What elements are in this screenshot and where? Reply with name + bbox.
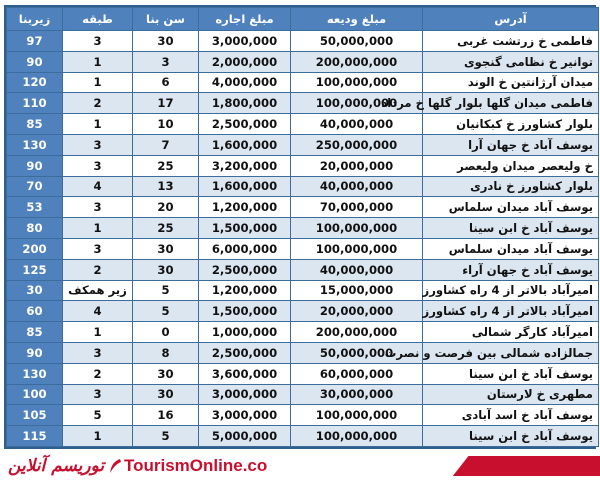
cell-building-age: 5 [133, 301, 199, 322]
cell-deposit: 100,000,000 [291, 405, 423, 426]
cell-area: 130 [7, 134, 63, 155]
cell-area: 85 [7, 114, 63, 135]
cell-address: یوسف آباد خ ابن سینا [423, 426, 599, 447]
cell-floor: 1 [63, 72, 133, 93]
cell-deposit: 40,000,000 [291, 176, 423, 197]
cell-rent: 1,600,000 [199, 134, 291, 155]
cell-address: مطهری خ لارستان [423, 384, 599, 405]
cell-area: 97 [7, 31, 63, 52]
cell-address: یوسف آباد خ جهان آراء [423, 259, 599, 280]
cell-deposit: 100,000,000 [291, 93, 423, 114]
cell-deposit: 100,000,000 [291, 218, 423, 239]
cell-address: بلوار کشاورز خ نادری [423, 176, 599, 197]
cell-building-age: 3 [133, 51, 199, 72]
cell-floor: 2 [63, 363, 133, 384]
cell-area: 110 [7, 93, 63, 114]
cell-address: امیرآباد کارگر شمالی [423, 322, 599, 343]
cell-address: یوسف آباد میدان سلماس [423, 238, 599, 259]
table-body [7, 31, 599, 447]
cell-building-age: 6 [133, 72, 199, 93]
cell-rent: 2,500,000 [199, 342, 291, 363]
cell-rent: 2,000,000 [199, 51, 291, 72]
table-row [7, 51, 599, 72]
cell-building-age: 25 [133, 218, 199, 239]
cell-deposit: 60,000,000 [291, 363, 423, 384]
cell-deposit: 40,000,000 [291, 259, 423, 280]
cell-floor: 5 [63, 405, 133, 426]
table-row [7, 134, 599, 155]
table-row [7, 405, 599, 426]
cell-address: یوسف آباد خ ابن سینا [423, 218, 599, 239]
cell-deposit: 200,000,000 [291, 51, 423, 72]
cell-address: یوسف آباد خ اسد آبادی [423, 405, 599, 426]
cell-area: 120 [7, 72, 63, 93]
rent-listing-table [4, 5, 596, 449]
table-row [7, 114, 599, 135]
cell-building-age: 17 [133, 93, 199, 114]
cell-building-age: 0 [133, 322, 199, 343]
cell-building-age: 13 [133, 176, 199, 197]
cell-building-age: 30 [133, 363, 199, 384]
cell-building-age: 10 [133, 114, 199, 135]
table-row [7, 363, 599, 384]
cell-rent: 3,600,000 [199, 363, 291, 384]
cell-building-age: 20 [133, 197, 199, 218]
table-row [7, 155, 599, 176]
cell-address: امیرآباد بالاتر از 4 راه کشاورز [423, 301, 599, 322]
cell-floor: 3 [63, 134, 133, 155]
cell-building-age: 25 [133, 155, 199, 176]
cell-address: امیرآباد بالاتر از 4 راه کشاورز [423, 280, 599, 301]
cell-area: 53 [7, 197, 63, 218]
cell-rent: 2,500,000 [199, 114, 291, 135]
cell-rent: 1,000,000 [199, 322, 291, 343]
cell-address: یوسف آباد خ جهان آرا [423, 134, 599, 155]
cell-deposit: 100,000,000 [291, 426, 423, 447]
header-building-age: سن بنا [133, 8, 199, 31]
table-row [7, 176, 599, 197]
cell-building-age: 30 [133, 384, 199, 405]
cell-floor: 1 [63, 51, 133, 72]
cell-rent: 3,000,000 [199, 384, 291, 405]
cell-floor: 2 [63, 93, 133, 114]
cell-area: 105 [7, 405, 63, 426]
cell-floor: 4 [63, 301, 133, 322]
table-row [7, 197, 599, 218]
cell-deposit: 70,000,000 [291, 197, 423, 218]
cell-deposit: 20,000,000 [291, 301, 423, 322]
header-floor: طبقه [63, 8, 133, 31]
cell-area: 70 [7, 176, 63, 197]
cell-deposit: 50,000,000 [291, 31, 423, 52]
cell-rent: 2,500,000 [199, 259, 291, 280]
cell-deposit: 200,000,000 [291, 322, 423, 343]
cell-rent: 5,000,000 [199, 426, 291, 447]
header-address: آدرس [423, 8, 599, 31]
cell-area: 90 [7, 342, 63, 363]
cell-address: خ ولیعصر میدان ولیعصر [423, 155, 599, 176]
cell-address: جمالزاده شمالی بین فرصت و نصرت [423, 342, 599, 363]
cell-rent: 3,000,000 [199, 31, 291, 52]
header-rent: مبلغ اجاره [199, 8, 291, 31]
cell-address: میدان آرژانتین خ الوند [423, 72, 599, 93]
listing-table [6, 7, 599, 447]
cell-address: توانیر خ نظامی گنجوی [423, 51, 599, 72]
cell-building-age: 8 [133, 342, 199, 363]
cell-area: 130 [7, 363, 63, 384]
cell-floor: 3 [63, 342, 133, 363]
cell-floor: 1 [63, 218, 133, 239]
cell-floor: 4 [63, 176, 133, 197]
cell-floor: 3 [63, 31, 133, 52]
table-row [7, 280, 599, 301]
cell-rent: 1,200,000 [199, 197, 291, 218]
cell-building-age: 5 [133, 426, 199, 447]
table-row [7, 93, 599, 114]
cell-rent: 3,000,000 [199, 405, 291, 426]
table-row [7, 238, 599, 259]
cell-floor: 2 [63, 259, 133, 280]
cell-deposit: 30,000,000 [291, 384, 423, 405]
cell-rent: 1,200,000 [199, 280, 291, 301]
table-row [7, 72, 599, 93]
cell-deposit: 20,000,000 [291, 155, 423, 176]
cell-area: 115 [7, 426, 63, 447]
cell-deposit: 100,000,000 [291, 72, 423, 93]
cell-floor: زیر همکف [63, 280, 133, 301]
cell-rent: 1,600,000 [199, 176, 291, 197]
cell-floor: 3 [63, 155, 133, 176]
cell-building-age: 30 [133, 31, 199, 52]
cell-building-age: 7 [133, 134, 199, 155]
table-row [7, 31, 599, 52]
cell-rent: 1,800,000 [199, 93, 291, 114]
cell-floor: 3 [63, 238, 133, 259]
cell-address: یوسف آباد خ ابن سینا [423, 363, 599, 384]
cell-area: 60 [7, 301, 63, 322]
cell-deposit: 100,000,000 [291, 238, 423, 259]
cell-area: 90 [7, 155, 63, 176]
cell-deposit: 40,000,000 [291, 114, 423, 135]
cell-building-age: 5 [133, 280, 199, 301]
cell-area: 125 [7, 259, 63, 280]
cell-building-age: 30 [133, 238, 199, 259]
cell-floor: 3 [63, 197, 133, 218]
cell-deposit: 250,000,000 [291, 134, 423, 155]
header-deposit: مبلغ ودیعه [291, 8, 423, 31]
table-row [7, 322, 599, 343]
header-area: زیربنا [7, 8, 63, 31]
cell-area: 80 [7, 218, 63, 239]
cell-floor: 1 [63, 114, 133, 135]
cell-floor: 1 [63, 322, 133, 343]
cell-floor: 1 [63, 426, 133, 447]
cell-address: بلوار کشاورز خ کبکانیان [423, 114, 599, 135]
cell-rent: 4,000,000 [199, 72, 291, 93]
cell-area: 30 [7, 280, 63, 301]
cell-rent: 1,500,000 [199, 301, 291, 322]
table-row [7, 259, 599, 280]
footer-banner [0, 452, 600, 480]
cell-rent: 6,000,000 [199, 238, 291, 259]
cell-area: 90 [7, 51, 63, 72]
cell-address: یوسف آباد میدان سلماس [423, 197, 599, 218]
brand-logo-persian: توریسم آنلاین [8, 456, 105, 476]
brand-swoosh-icon [108, 458, 122, 474]
table-row [7, 342, 599, 363]
cell-area: 85 [7, 322, 63, 343]
cell-address: فاطمی میدان گلها بلوار گلها خ مرداد [423, 93, 599, 114]
cell-floor: 3 [63, 384, 133, 405]
table-row [7, 384, 599, 405]
cell-deposit: 50,000,000 [291, 342, 423, 363]
table-row [7, 426, 599, 447]
cell-address: فاطمی خ زرتشت غربی [423, 31, 599, 52]
table-row [7, 301, 599, 322]
cell-building-age: 16 [133, 405, 199, 426]
table-row [7, 218, 599, 239]
cell-rent: 3,200,000 [199, 155, 291, 176]
cell-building-age: 30 [133, 259, 199, 280]
table-header [7, 8, 599, 31]
cell-rent: 1,500,000 [199, 218, 291, 239]
cell-deposit: 15,000,000 [291, 280, 423, 301]
brand-logo-english: TourismOnline.co [124, 456, 268, 475]
cell-area: 100 [7, 384, 63, 405]
cell-area: 200 [7, 238, 63, 259]
